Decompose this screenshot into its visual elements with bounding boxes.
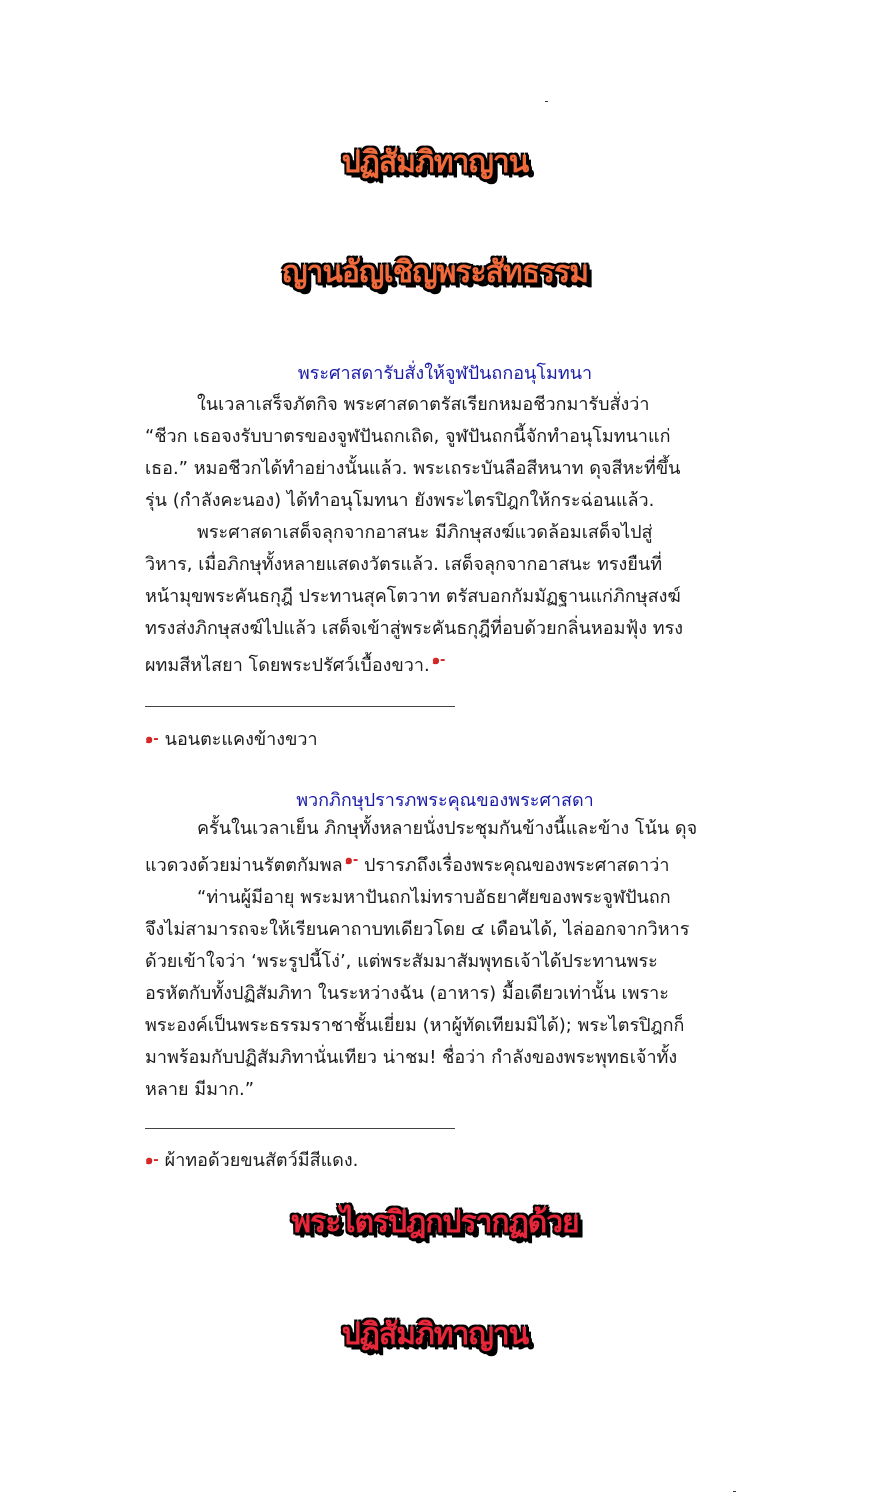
section1-line: ทรงส่งภิกษุสงฆ์ไปแล้ว เสด็จเข้าสู่พระคันธกุฎีที่อบด้วยกลิ่นหอมฟุ้ง ทรง <box>145 618 684 639</box>
section2-line: มาพร้อมกับปฏิสัมภิทานั่นเทียว น่าชม! ชื่อว่า กำลังของพระพุทธเจ้าทั้ง <box>145 1047 678 1068</box>
top-headline-line1: ปฏิสัมภิทาญาน <box>341 145 529 180</box>
section2-line: ปรารภถึงเรื่องพระคุณของพระศาสดาว่า <box>358 855 670 876</box>
section1-title: พระศาสดารับสั่งให้จูฬปันถกอนุโมทนา <box>297 363 593 384</box>
section2-line: อรหัตกับทั้งปฏิสัมภิทา ในระหว่างฉัน (อาหาร) มื้อเดียวเท่านั้น เพราะ <box>145 983 669 1004</box>
scan-speck <box>545 101 548 102</box>
section1-line: ผทมสีหไสยา โดยพระปรัศว์เบื้องขวา. <box>145 655 430 676</box>
section1-last-line <box>145 645 785 682</box>
top-headline-line2: ญานอัญเชิญพระสัทธรรม <box>281 255 589 290</box>
section2-line: ครั้นในเวลาเย็น ภิกษุทั้งหลายนั่งประชุมกันข้างนี้และข้าง โน้น ดุจ <box>197 818 698 839</box>
section2-line: พระองค์เป็นพระธรรมราชาชั้นเยี่ยม (หาผู้ทัดเทียมมิได้); พระไตรปิฎกก็ <box>145 1015 685 1036</box>
footnote-divider <box>145 1128 455 1129</box>
footnote-text: นอนตะแคงข้างขวา <box>164 729 318 750</box>
section2-line: หลาย มีมาก.” <box>145 1079 255 1100</box>
bottom-headline-line1: พระไตรปิฎกปรากฏด้วย <box>291 1205 579 1240</box>
footnote-ref-1: ๑- <box>431 653 446 668</box>
section1-line: พระศาสดาเสด็จลุกจากอาสนะ มีภิกษุสงฆ์แวดล้อมเสด็จไปสู่ <box>197 522 653 543</box>
section2-body <box>145 813 785 1106</box>
section1-line: หน้ามุขพระคันธกุฎี ประทานสุคโตวาท ตรัสบอกกัมมัฏฐานแก่ภิกษุสงฆ์ <box>145 586 681 607</box>
section2-line: “ท่านผู้มีอายุ พระมหาปันถกไม่ทราบอัธยาศัยของพระจูฬปันถก <box>197 887 671 908</box>
footnote-1 <box>145 724 318 753</box>
section2-title: พวกภิกษุปรารภพระคุณของพระศาสดา <box>296 790 594 811</box>
footnote-mark: ๑- <box>145 1153 159 1168</box>
section1-body <box>145 389 785 682</box>
section1-line: วิหาร, เมื่อภิกษุทั้งหลายแสดงวัตรแล้ว. เสด็จลุกจากอาสนะ ทรงยืนที่ <box>145 554 663 575</box>
footnote-ref-2: ๑- <box>344 853 359 868</box>
bottom-headline-line2: ปฏิสัมภิทาญาน <box>341 1317 529 1352</box>
section2-line: ด้วยเข้าใจว่า ‘พระรูปนี้โง่’, แต่พระสัมมาสัมพุทธเจ้าได้ประทานพระ <box>145 951 658 972</box>
section1-line: ในเวลาเสร็จภัตกิจ พระศาสดาตรัสเรียกหมอชีวกมารับสั่งว่า <box>197 394 650 415</box>
section1-line: เธอ.” หมอชีวกได้ทำอย่างนั้นแล้ว. พระเถระบันลือสีหนาท ดุจสีหะที่ขึ้น <box>145 458 681 479</box>
section2-line: จึงไม่สามารถจะให้เรียนคาถาบทเดียวโดย ๔ เดือนได้, ไล่ออกจากวิหาร <box>145 919 690 940</box>
section2-line: แวดวงด้วยม่านรัตตกัมพล <box>145 855 343 876</box>
section2-line-with-ref <box>145 845 785 882</box>
footnote-mark: ๑- <box>145 732 159 747</box>
footnote-text: ผ้าทอด้วยขนสัตว์มีสีแดง. <box>164 1150 359 1171</box>
section1-line: “ชีวก เธอจงรับบาตรของจูฬปันถกเถิด, จูฬปันถกนี้จักทำอนุโมทนาแก่ <box>145 426 671 447</box>
footnote-2 <box>145 1145 358 1174</box>
scan-speck <box>733 1491 736 1492</box>
footnote-divider <box>145 706 455 707</box>
section1-line: รุ่น (กำลังคะนอง) ได้ทำอนุโมทนา ยังพระไตรปิฎกให้กระฉ่อนแล้ว. <box>145 490 655 511</box>
